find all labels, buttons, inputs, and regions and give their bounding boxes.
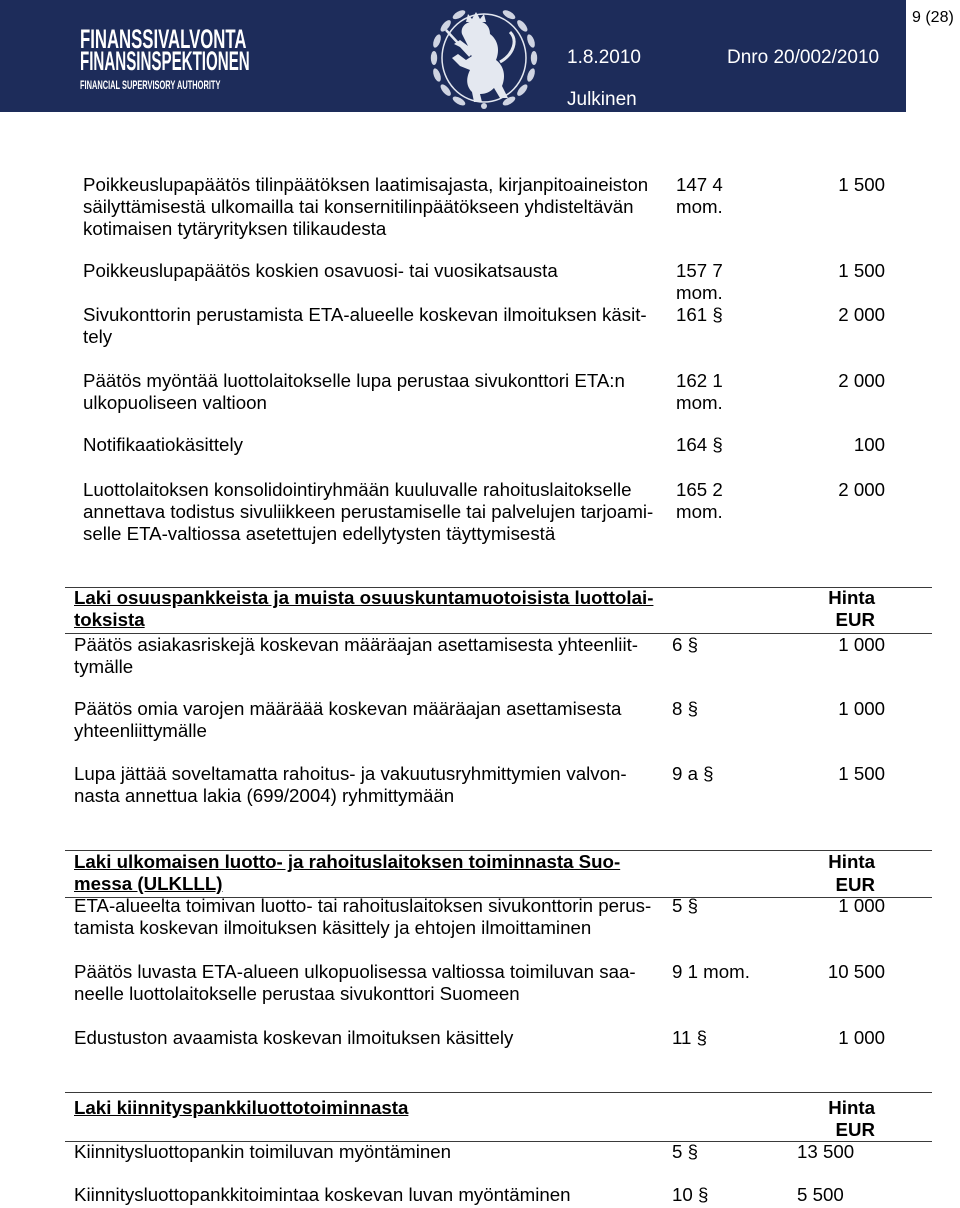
- fee-amount: 1 500: [838, 763, 885, 784]
- fee-row: [0, 763, 960, 807]
- fee-amount: 2 000: [838, 370, 885, 391]
- table-top-rule: [65, 1092, 932, 1093]
- legal-section: 157 7 mom.: [676, 260, 723, 303]
- currency-label: EUR: [835, 1119, 875, 1140]
- page-number: 9 (28): [912, 9, 954, 26]
- document-classification: Julkinen: [567, 89, 637, 110]
- legal-section: 5 §: [672, 895, 698, 916]
- legal-section: 164 §: [676, 434, 723, 455]
- lion-coat-of-arms-icon: [418, 0, 548, 112]
- law-title: Laki osuuspankkeista ja muista osuuskuntamuotoisista luottolai- toksista: [74, 587, 654, 630]
- fee-amount: 1 500: [838, 260, 885, 281]
- currency-label: EUR: [835, 874, 875, 895]
- logo-name-english: FINANCIAL SUPERVISORY AUTHORITY: [80, 78, 221, 92]
- fee-description: Päätös asiakasriskejä koskevan määräajan asettamisesta yhteenliit- tymälle: [74, 634, 639, 677]
- price-label: Hinta: [828, 851, 875, 872]
- fee-row: [0, 961, 960, 1005]
- fee-description: Kiinnitysluottopankkitoimintaa koskevan luvan myöntäminen: [74, 1184, 571, 1205]
- fee-amount: 13 500: [797, 1141, 855, 1162]
- price-label: Hinta: [828, 1097, 875, 1118]
- logo-name-finnish: FINANSSIVALVONTA: [80, 24, 247, 54]
- legal-section: 5 §: [672, 1141, 698, 1162]
- legal-section: 6 §: [672, 634, 698, 655]
- fee-description: ETA-alueelta toimivan luotto- tai rahoituslaitoksen sivukonttorin perus- tamista koskevan ilmoituksen käsittely ja ehtojen ilmoittaminen: [74, 895, 652, 938]
- fee-amount: 1 000: [838, 895, 885, 916]
- law-title: Laki ulkomaisen luotto- ja rahoituslaitoksen toiminnasta Suo- messa (ULKLLL): [74, 851, 621, 894]
- fee-amount: 5 500: [797, 1184, 844, 1205]
- fee-description: Luottolaitoksen konsolidointiryhmään kuuluvalle rahoituslaitokselle annettava todistus sivuliikkeen perustamiselle tai palvelujen tarjoami- selle ETA-valtiossa asetettujen edellytysten täyttymisestä: [83, 479, 654, 544]
- document-reference: Dnro 20/002/2010: [727, 47, 880, 68]
- fee-amount: 10 500: [827, 961, 885, 982]
- legal-section: 147 4 mom.: [676, 174, 723, 217]
- legal-section: 165 2 mom.: [676, 479, 723, 522]
- fee-row: [0, 634, 960, 678]
- law-title: Laki kiinnityspankkiluottotoiminnasta: [74, 1097, 409, 1118]
- fee-description: Poikkeuslupapäätös tilinpäätöksen laatimisajasta, kirjanpitoaineiston säilyttämisestä ulkomailla tai konsernitilinpäätökseen yhdisteltävän kotimaisen tytäryrityksen tilikaudesta: [83, 174, 649, 239]
- legal-section: 8 §: [672, 698, 698, 719]
- fee-description: Kiinnitysluottopankin toimiluvan myöntäminen: [74, 1141, 452, 1162]
- fee-description: Päätös luvasta ETA-alueen ulkopuolisessa valtiossa toimiluvan saa- neelle luottolaitokselle perustaa sivukonttori Suomeen: [74, 961, 636, 1004]
- fee-row: [0, 1027, 960, 1049]
- fee-row: [0, 260, 960, 304]
- fee-row: [0, 698, 960, 742]
- fee-description: Lupa jättää soveltamatta rahoitus- ja vakuutusryhmittymien valvon- nasta annettua lakia (699/2004) ryhmittymään: [74, 763, 627, 806]
- fee-description: Edustuston avaamista koskevan ilmoituksen käsittely: [74, 1027, 514, 1048]
- fee-description: Notifikaatiokäsittely: [83, 434, 243, 455]
- fee-row: [0, 479, 960, 545]
- price-label: Hinta: [828, 587, 875, 608]
- fee-description: Päätös omia varojen määräää koskevan määräajan asettamisesta yhteenliittymälle: [74, 698, 622, 741]
- fee-row: [0, 304, 960, 348]
- document-date: 1.8.2010: [567, 47, 641, 68]
- currency-label: EUR: [835, 609, 875, 630]
- fee-row: [0, 174, 960, 240]
- legal-section: 10 §: [672, 1184, 709, 1205]
- fee-amount: 100: [853, 434, 885, 455]
- fee-row: [0, 434, 960, 456]
- fee-row: [0, 1184, 960, 1206]
- fee-amount: 1 000: [838, 698, 885, 719]
- fee-amount: 1 500: [838, 174, 885, 195]
- legal-section: 161 §: [676, 304, 723, 325]
- legal-section: 9 a §: [672, 763, 714, 784]
- legal-section: 9 1 mom.: [672, 961, 750, 982]
- fee-amount: 1 000: [838, 1027, 885, 1048]
- fee-description: Päätös myöntää luottolaitokselle lupa perustaa sivukonttori ETA:n ulkopuoliseen valtioon: [83, 370, 625, 413]
- fee-row: [0, 1141, 960, 1163]
- fee-row: [0, 895, 960, 939]
- fee-amount: 2 000: [838, 479, 885, 500]
- logo-name-swedish: FINANSINSPEKTIONEN: [80, 46, 250, 76]
- fee-amount: 1 000: [838, 634, 885, 655]
- fee-row: [0, 370, 960, 414]
- fee-amount: 2 000: [838, 304, 885, 325]
- legal-section: 162 1 mom.: [676, 370, 723, 413]
- legal-section: 11 §: [672, 1027, 707, 1048]
- fee-description: Sivukonttorin perustamista ETA-alueelle koskevan ilmoituksen käsit- tely: [83, 304, 647, 347]
- fee-description: Poikkeuslupapäätös koskien osavuosi- tai vuosikatsausta: [83, 260, 558, 281]
